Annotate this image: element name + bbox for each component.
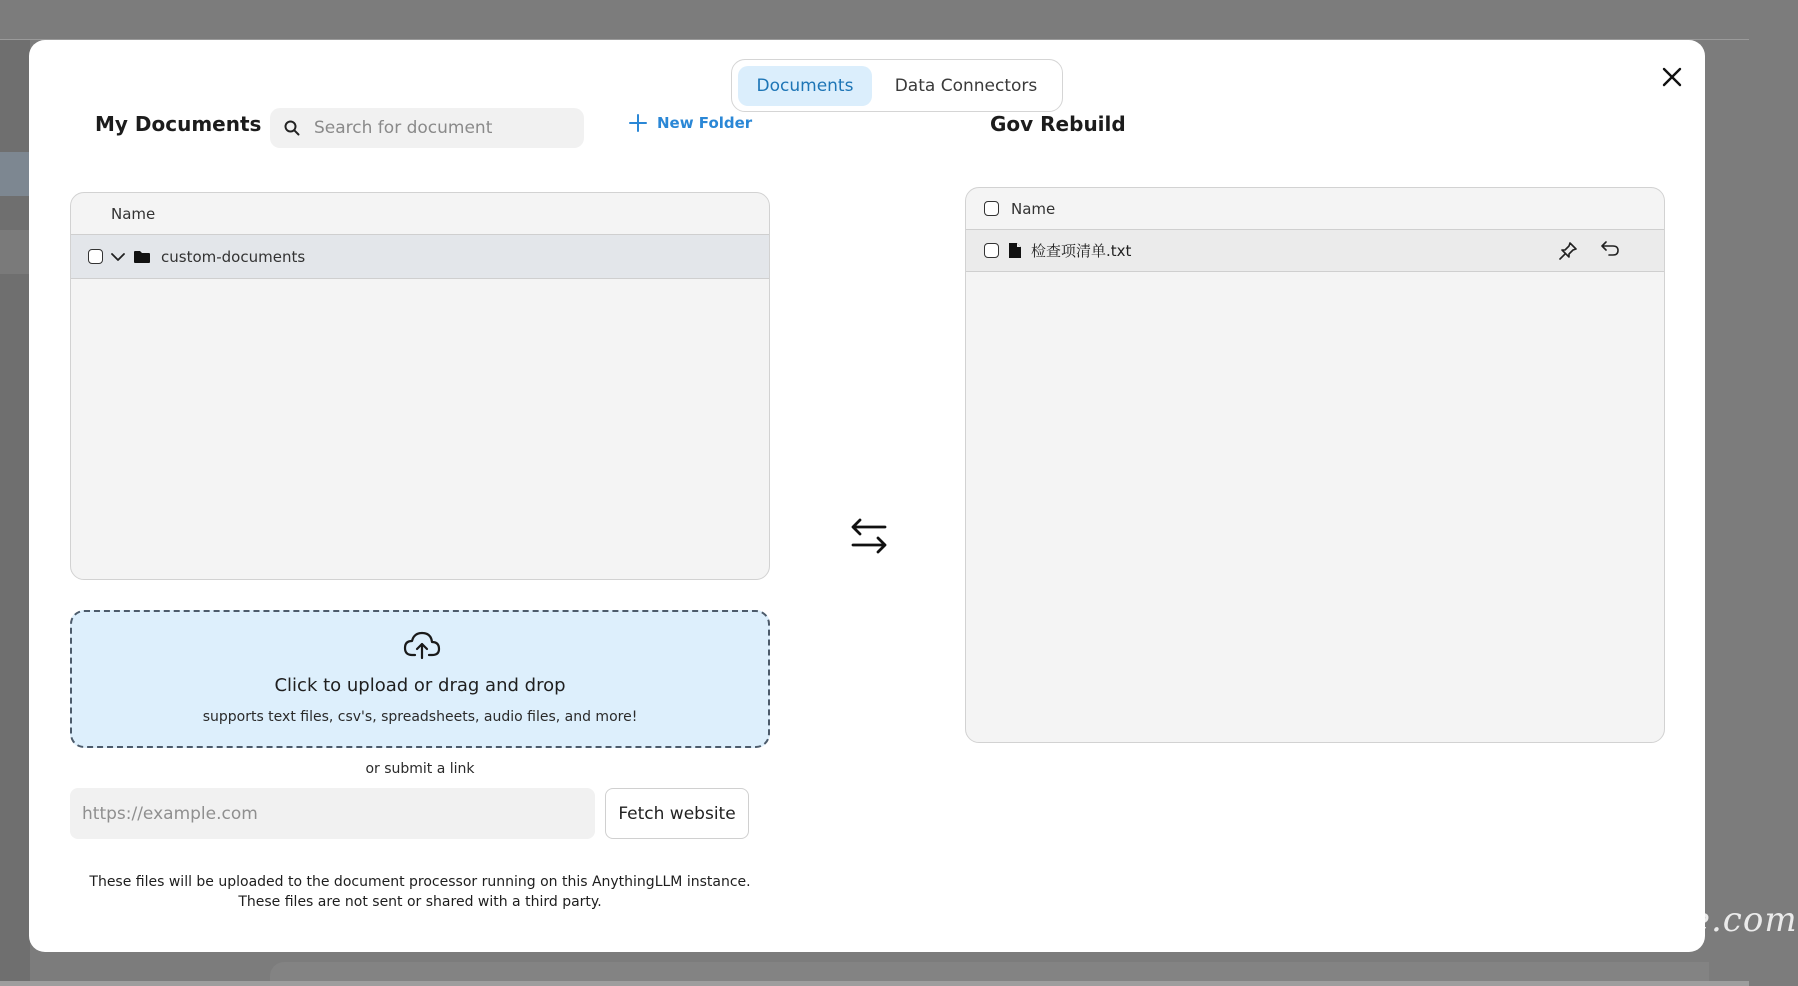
upload-subtitle: supports text files, csv's, spreadsheets, audio files, and more! [202, 709, 638, 725]
chevron-down-icon[interactable] [110, 249, 126, 265]
workspace-documents-panel [965, 187, 1665, 743]
folder-name: custom-documents [161, 247, 306, 266]
row-checkbox[interactable] [88, 249, 103, 264]
file-row[interactable] [966, 230, 1664, 272]
new-folder-label: New Folder [657, 114, 753, 132]
background-sidebar-item [0, 152, 30, 196]
tab-documents[interactable]: Documents [738, 66, 872, 106]
tab-data-connectors[interactable]: Data Connectors [894, 76, 1038, 96]
transfer-arrows-icon [847, 514, 891, 558]
pin-icon[interactable] [1558, 241, 1578, 261]
my-documents-panel [70, 192, 770, 580]
workspace-title: Gov Rebuild [990, 112, 1126, 136]
cloud-upload-icon [403, 630, 441, 660]
watermark-text: testerhome.com [1505, 900, 1798, 940]
table-header [966, 188, 1664, 230]
row-checkbox[interactable] [984, 243, 999, 258]
footnote-line-1: These files will be uploaded to the document processor running on this AnythingLLM instance. [89, 874, 751, 890]
background-sidebar [0, 40, 30, 986]
modal-tabs [731, 59, 1063, 112]
folder-row[interactable] [71, 235, 769, 279]
link-url-input[interactable] [70, 788, 595, 839]
background-sidebar-item [0, 230, 30, 274]
fetch-website-button[interactable]: Fetch website [605, 788, 749, 839]
document-search [270, 108, 584, 148]
close-icon [1662, 67, 1682, 87]
or-submit-link-label: or submit a link [365, 761, 475, 777]
document-manager-modal [29, 40, 1705, 952]
file-icon [1008, 242, 1022, 259]
undo-icon[interactable] [1600, 239, 1620, 259]
footnote-line-2: These files are not sent or shared with a third party. [238, 894, 602, 910]
plus-icon [629, 114, 647, 132]
new-folder-button[interactable] [629, 114, 752, 132]
column-header-name: Name [1011, 199, 1056, 218]
background-bottom-bar [0, 981, 1749, 986]
upload-title: Click to upload or drag and drop [274, 675, 566, 696]
file-name: 检查项清单.txt [1031, 242, 1132, 260]
search-input[interactable] [314, 118, 564, 138]
upload-footnote [70, 872, 770, 912]
upload-dropzone[interactable] [70, 610, 770, 748]
folder-icon [133, 249, 151, 265]
my-documents-title: My Documents [95, 112, 262, 136]
column-header-name: Name [111, 204, 156, 223]
select-all-checkbox[interactable] [984, 201, 999, 216]
table-header [71, 193, 769, 235]
close-button[interactable] [1657, 62, 1687, 92]
search-icon [284, 120, 300, 136]
